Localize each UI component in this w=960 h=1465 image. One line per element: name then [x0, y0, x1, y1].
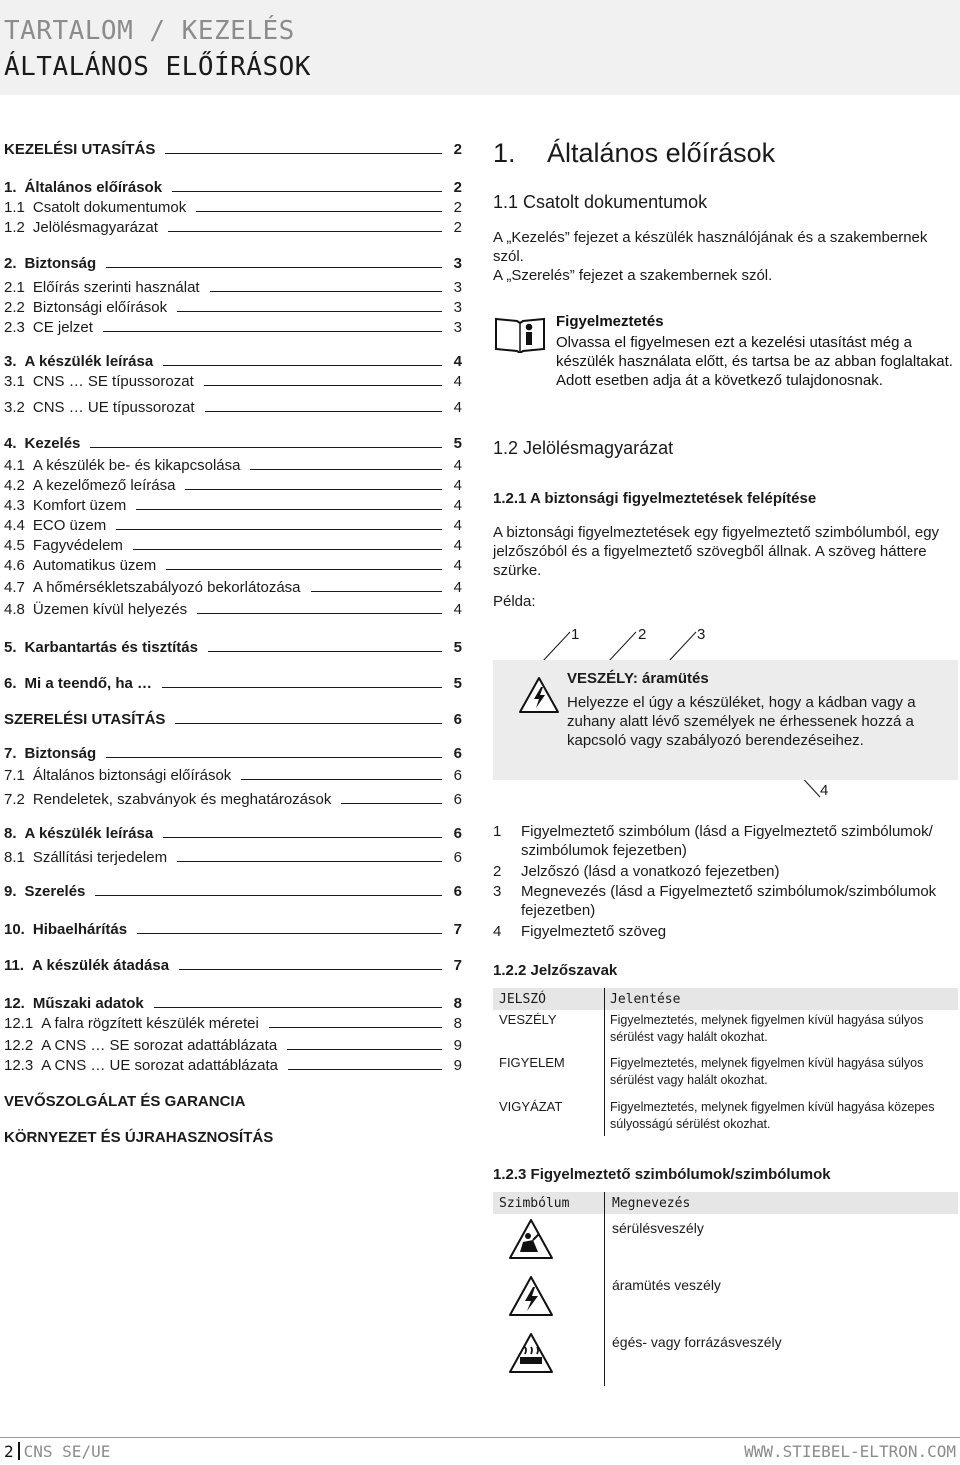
signal-table-header	[493, 988, 958, 1010]
subsection-1-2-1-text: A biztonsági figyelmeztetések egy figyelmeztető szimbólumból, egy jelzőszóból és a figyelmeztető szövegből állnak. A szöveg háttere szürke.	[493, 524, 940, 579]
toc-entry-page: 9	[453, 1057, 462, 1074]
toc-leader-line	[172, 190, 442, 192]
subsection-1-2-title: 1.2 Jelölésmagyarázat	[493, 438, 674, 458]
electric-warning-icon	[518, 676, 560, 714]
toc-entry-label: Szerelés	[24, 883, 86, 900]
burn-icon	[508, 1332, 554, 1374]
legend-text: Figyelmeztető szimbólum (lásd a Figyelmeztető szimbólumok/ szimbólumok fejezetben)	[521, 823, 933, 859]
toc-entry-page: 5	[453, 675, 462, 692]
signal-word: FIGYELEM	[499, 1055, 565, 1070]
symbol-table-divider	[604, 1192, 605, 1386]
toc-entry-page: 3	[453, 319, 462, 336]
toc-entry-page: 4	[453, 497, 462, 514]
toc-entry[interactable]	[4, 138, 462, 158]
toc-entry-label: Biztonsági előírások	[32, 299, 168, 316]
toc-entry-number: 4.4	[4, 517, 25, 534]
toc-entry[interactable]	[4, 554, 462, 574]
toc-entry[interactable]	[4, 880, 462, 900]
signal-col-word: JELSZÓ	[499, 992, 546, 1007]
toc-leader-line	[196, 210, 442, 212]
page-number: 2	[4, 1442, 14, 1461]
toc-entry-label: CNS … SE típussorozat	[32, 373, 194, 390]
toc-entry-label: Csatolt dokumentumok	[32, 199, 187, 216]
toc-leader-line	[269, 1026, 442, 1028]
toc-entry-label: KEZELÉSI UTASÍTÁS	[4, 141, 156, 158]
read-manual-icon	[493, 313, 547, 353]
toc-entry[interactable]	[4, 514, 462, 534]
toc-entry-label: Szállítási terjedelem	[32, 849, 168, 866]
toc-entry-number: 4.7	[4, 579, 25, 596]
subsection-1-1-title: 1.1 Csatolt dokumentumok	[493, 192, 708, 212]
toc-entry-label: Előírás szerinti használat	[32, 279, 200, 296]
toc-entry-label: A készülék leírása	[24, 353, 154, 370]
callout-1: 1	[571, 626, 580, 643]
toc-entry[interactable]	[4, 954, 462, 974]
toc-entry-page: 9	[453, 1037, 462, 1054]
toc-entry-label: Karbantartás és tisztítás	[24, 639, 198, 656]
toc-entry[interactable]	[4, 672, 462, 692]
page-title-line2: ÁLTALÁNOS ELŐÍRÁSOK	[4, 52, 311, 82]
toc-entry[interactable]	[4, 454, 462, 474]
toc-entry-number: 4.5	[4, 537, 25, 554]
toc-leader-line	[90, 446, 442, 448]
toc-leader-line	[116, 528, 442, 530]
toc-leader-line	[106, 266, 442, 268]
toc-entry-number: 8.1	[4, 849, 25, 866]
toc-leader-line	[204, 384, 442, 386]
callout-2: 2	[638, 626, 647, 643]
toc-entry-label: Általános biztonsági előírások	[32, 767, 232, 784]
footer-left	[4, 1442, 110, 1461]
toc-entry-label: Hibaelhárítás	[32, 921, 128, 938]
legend-item	[493, 922, 958, 941]
toc-leader-line	[106, 756, 442, 758]
electric-shock-icon	[508, 1275, 554, 1317]
toc-leader-line	[133, 548, 442, 550]
toc-entry-label: A falra rögzített készülék méretei	[41, 1015, 259, 1032]
symbol-name: áramütés veszély	[612, 1277, 721, 1293]
toc-entry-page: 4	[453, 477, 462, 494]
page-title-line1: TARTALOM / KEZELÉS	[4, 16, 295, 46]
toc-leader-line	[95, 894, 442, 896]
toc-entry-page: 6	[453, 767, 462, 784]
toc-leader-line	[177, 310, 442, 312]
toc-entry-number: 3.1	[4, 373, 25, 390]
toc-entry-label: A készülék átadása	[32, 957, 170, 974]
toc-entry-number: 3.2	[4, 399, 25, 416]
toc-entry-number: 12.1	[4, 1015, 34, 1032]
signal-col-meaning: Jelentése	[610, 992, 681, 1007]
toc-entry-number: 4.8	[4, 601, 25, 618]
toc-entry-number: 4.2	[4, 477, 25, 494]
signal-desc: Figyelmeztetés, melynek figyelmen kívül hagyása súlyos sérülést vagy halált okozhat.	[610, 1013, 924, 1044]
toc-entry-number: 6.	[4, 675, 17, 692]
toc-entry[interactable]	[4, 432, 462, 452]
toc-entry-label: A CNS … UE sorozat adattáblázata	[41, 1057, 278, 1074]
toc-entry-number: 12.3	[4, 1057, 34, 1074]
signal-desc: Figyelmeztetés, melynek figyelmen kívül hagyása közepes súlyosságú sérülést okozhat.	[610, 1100, 935, 1131]
toc-entry[interactable]	[4, 494, 462, 514]
signal-word: VESZÉLY	[499, 1012, 557, 1027]
injury-icon	[508, 1218, 554, 1260]
toc-leader-line	[311, 590, 442, 592]
toc-entry-page: 4	[453, 557, 462, 574]
product-name: CNS SE/UE	[23, 1442, 111, 1461]
legend-text: Jelzőszó (lásd a vonatkozó fejezetben)	[521, 863, 780, 880]
toc-entry-label: A kezelőmező leírása	[32, 477, 176, 494]
toc-entry-number: 10.	[4, 921, 25, 938]
symbol-col-name: Megnevezés	[612, 1196, 691, 1211]
toc-entry[interactable]	[4, 316, 462, 336]
toc-leader-line	[179, 968, 442, 970]
toc-entry-page: 4	[453, 537, 462, 554]
toc-leader-line	[136, 508, 442, 510]
toc-entry-page: 6	[453, 711, 462, 728]
toc-entry-number: 5.	[4, 639, 17, 656]
toc-leader-line	[341, 802, 442, 804]
toc-entry-number: 1.2	[4, 219, 25, 236]
toc-entry-label: A hőmérsékletszabályozó bekorlátozása	[32, 579, 301, 596]
toc-leader-line	[103, 330, 442, 332]
legend-number: 3	[493, 883, 502, 900]
toc-leader-line	[250, 468, 442, 470]
toc-entry-label: Jelölésmagyarázat	[32, 219, 158, 236]
toc-entry[interactable]	[4, 534, 462, 554]
toc-entry-page: 4	[453, 517, 462, 534]
toc-entry-page: 6	[453, 849, 462, 866]
toc-entry-label: A készülék leírása	[24, 825, 154, 842]
toc-leader-line	[185, 488, 442, 490]
signal-desc: Figyelmeztetés, melynek figyelmen kívül hagyása súlyos sérülést vagy halált okozhat.	[610, 1056, 924, 1087]
toc-leader-line	[154, 1006, 442, 1008]
toc-entry[interactable]	[4, 576, 462, 596]
toc-leader-line	[241, 778, 442, 780]
toc-entry-number: 4.6	[4, 557, 25, 574]
toc-entry-page: 2	[453, 199, 462, 216]
toc-entry[interactable]	[4, 788, 462, 808]
toc-entry-label: Fagyvédelem	[32, 537, 123, 554]
warning-text: Olvassa el figyelmesen ezt a kezelési utasítást még a készülék használata előtt, és tartsa be az abban foglaltakat. Adott esetben adja át a következő tulajdonosnak.	[556, 334, 953, 389]
toc-entry-number: 4.1	[4, 457, 25, 474]
toc-entry[interactable]	[4, 636, 462, 656]
toc-leader-line	[208, 650, 442, 652]
toc-entry[interactable]	[4, 276, 462, 296]
toc-entry-page: 8	[453, 1015, 462, 1032]
toc-entry[interactable]	[4, 742, 462, 762]
subsection-1-2-3-title: 1.2.3 Figyelmeztető szimbólumok/szimbólumok	[493, 1166, 831, 1183]
subsection-1-1-text2: A „Szerelés” fejezet a szakembernek szól.	[493, 267, 773, 284]
signal-table-divider	[604, 988, 605, 1136]
toc-entry[interactable]	[4, 764, 462, 784]
toc-entry-label: Biztonság	[24, 745, 97, 762]
toc-entry-number: 7.1	[4, 767, 25, 784]
toc-entry[interactable]	[4, 598, 462, 618]
footer-url[interactable]: WWW.STIEBEL-ELTRON.COM	[744, 1442, 956, 1461]
legend-item	[493, 822, 958, 860]
toc-entry-number: 9.	[4, 883, 17, 900]
callout-3: 3	[697, 626, 706, 643]
toc-entry[interactable]	[4, 176, 462, 196]
symbol-name: égés- vagy forrázásveszély	[612, 1334, 782, 1350]
toc-entry-label: A CNS … SE sorozat adattáblázata	[41, 1037, 278, 1054]
legend-number: 2	[493, 863, 502, 880]
toc-entry-number: 1.	[4, 179, 17, 196]
toc-entry-number: 8.	[4, 825, 17, 842]
toc-entry-label: Kezelés	[24, 435, 81, 452]
toc-entry-page: 3	[453, 279, 462, 296]
toc-entry-number: 12.2	[4, 1037, 34, 1054]
legend-item	[493, 882, 958, 920]
toc-entry-number: 2.	[4, 255, 17, 272]
subsection-1-2-1-title: 1.2.1 A biztonsági figyelmeztetések felépítése	[493, 490, 817, 507]
legend-number: 4	[493, 923, 502, 940]
toc-leader-line	[137, 932, 442, 934]
toc-entry-page: 6	[453, 883, 462, 900]
toc-entry-number: 12.	[4, 995, 25, 1012]
toc-entry-label: SZERELÉSI UTASÍTÁS	[4, 711, 166, 728]
toc-entry-page: 4	[453, 579, 462, 596]
toc-entry-label: Általános előírások	[24, 179, 163, 196]
toc-service[interactable]: VEVŐSZOLGÁLAT ÉS GARANCIA	[4, 1093, 246, 1110]
toc-leader-line	[197, 612, 442, 614]
toc-entry-page: 5	[453, 435, 462, 452]
toc-entry-label: ECO üzem	[32, 517, 107, 534]
toc-entry-page: 8	[453, 995, 462, 1012]
toc-leader-line	[165, 152, 442, 154]
toc-entry-number: 7.2	[4, 791, 25, 808]
symbol-name: sérülésveszély	[612, 1220, 704, 1236]
toc-leader-line	[163, 836, 442, 838]
toc-entry-page: 2	[453, 179, 462, 196]
toc-entry-label: A készülék be- és kikapcsolása	[32, 457, 241, 474]
toc-leader-line	[166, 568, 442, 570]
symbol-table-header	[493, 1192, 958, 1214]
toc-entry[interactable]	[4, 1054, 462, 1074]
toc-entry-page: 6	[453, 825, 462, 842]
example-label: Példa:	[493, 593, 536, 610]
toc-entry[interactable]	[4, 1012, 462, 1032]
toc-entry-number: 2.3	[4, 319, 25, 336]
toc-entry-page: 3	[453, 255, 462, 272]
toc-entry-page: 4	[453, 373, 462, 390]
toc-leader-line	[205, 410, 442, 412]
toc-leader-line	[210, 290, 442, 292]
toc-entry[interactable]	[4, 196, 462, 216]
toc-entry-label: Biztonság	[24, 255, 97, 272]
footer-separator	[18, 1442, 20, 1460]
toc-entry[interactable]	[4, 992, 462, 1012]
callout-4: 4	[820, 782, 829, 799]
symbol-col-symbol: Szimbólum	[499, 1196, 570, 1211]
footer-rule	[0, 1437, 960, 1438]
toc-entry-page: 4	[453, 353, 462, 370]
toc-entry[interactable]	[4, 252, 462, 272]
example-title: VESZÉLY: áramütés	[567, 670, 709, 687]
toc-entry[interactable]	[4, 216, 462, 236]
toc-entry-label: CE jelzet	[32, 319, 93, 336]
legend-item	[493, 862, 958, 881]
toc-leader-line	[168, 230, 442, 232]
toc-entry-number: 2.1	[4, 279, 25, 296]
toc-entry-label: CNS … UE típussorozat	[32, 399, 195, 416]
toc-entry-page: 2	[453, 219, 462, 236]
toc-entry[interactable]	[4, 296, 462, 316]
toc-entry-label: Üzemen kívül helyezés	[32, 601, 188, 618]
toc-entry-page: 2	[453, 141, 462, 158]
subsection-1-2-2-title: 1.2.2 Jelzőszavak	[493, 962, 618, 979]
legend-text: Megnevezés (lásd a Figyelmeztető szimbólumok/szimbólumok fejezetben)	[521, 883, 937, 919]
toc-entry[interactable]	[4, 918, 462, 938]
toc-leader-line	[287, 1048, 442, 1050]
toc-entry-page: 4	[453, 399, 462, 416]
signal-word: VIGYÁZAT	[499, 1099, 563, 1114]
toc-entry-number: 7.	[4, 745, 17, 762]
toc-entry-number: 3.	[4, 353, 17, 370]
example-text: Helyezze el úgy a készüléket, hogy a kádban vagy a zuhany alatt lévő személyek ne érhessenek hozzá a kapcsoló vagy szabályozó berendezéseihez.	[567, 694, 916, 749]
toc-entry-page: 5	[453, 639, 462, 656]
toc-entry-label: Komfort üzem	[32, 497, 127, 514]
toc-environment[interactable]: KÖRNYEZET ÉS ÚJRAHASZNOSÍTÁS	[4, 1129, 274, 1146]
toc-leader-line	[175, 722, 442, 724]
toc-entry[interactable]	[4, 708, 462, 728]
toc-entry-page: 4	[453, 457, 462, 474]
toc-entry[interactable]	[4, 474, 462, 494]
toc-entry[interactable]	[4, 396, 462, 416]
toc-leader-line	[163, 364, 442, 366]
toc-entry-label: Műszaki adatok	[32, 995, 144, 1012]
toc-entry-number: 4.3	[4, 497, 25, 514]
toc-entry-label: Automatikus üzem	[32, 557, 157, 574]
section-heading: 1. Általános előírások	[493, 138, 776, 168]
toc-leader-line	[288, 1068, 442, 1070]
toc-entry-page: 6	[453, 791, 462, 808]
toc-entry[interactable]	[4, 1034, 462, 1054]
toc-entry-number: 2.2	[4, 299, 25, 316]
legend-number: 1	[493, 823, 502, 840]
toc-entry[interactable]	[4, 846, 462, 866]
toc-entry[interactable]	[4, 350, 462, 370]
subsection-1-1-text: A „Kezelés” fejezet a készülék használójának és a szakembernek szól.	[493, 229, 928, 265]
toc-entry[interactable]	[4, 370, 462, 390]
toc-leader-line	[177, 860, 442, 862]
toc-entry-number: 4.	[4, 435, 17, 452]
toc-entry-page: 6	[453, 745, 462, 762]
toc-entry-label: Mi a teendő, ha …	[24, 675, 153, 692]
toc-entry[interactable]	[4, 822, 462, 842]
legend-text: Figyelmeztető szöveg	[521, 923, 667, 940]
toc-entry-number: 11.	[4, 957, 25, 974]
warning-title: Figyelmeztetés	[556, 313, 664, 330]
toc-leader-line	[162, 686, 442, 688]
toc-entry-page: 7	[453, 921, 462, 938]
toc-entry-page: 7	[453, 957, 462, 974]
toc-entry-label: Rendeletek, szabványok és meghatározások	[32, 791, 332, 808]
toc-entry-page: 4	[453, 601, 462, 618]
toc-entry-page: 3	[453, 299, 462, 316]
toc-entry-number: 1.1	[4, 199, 25, 216]
